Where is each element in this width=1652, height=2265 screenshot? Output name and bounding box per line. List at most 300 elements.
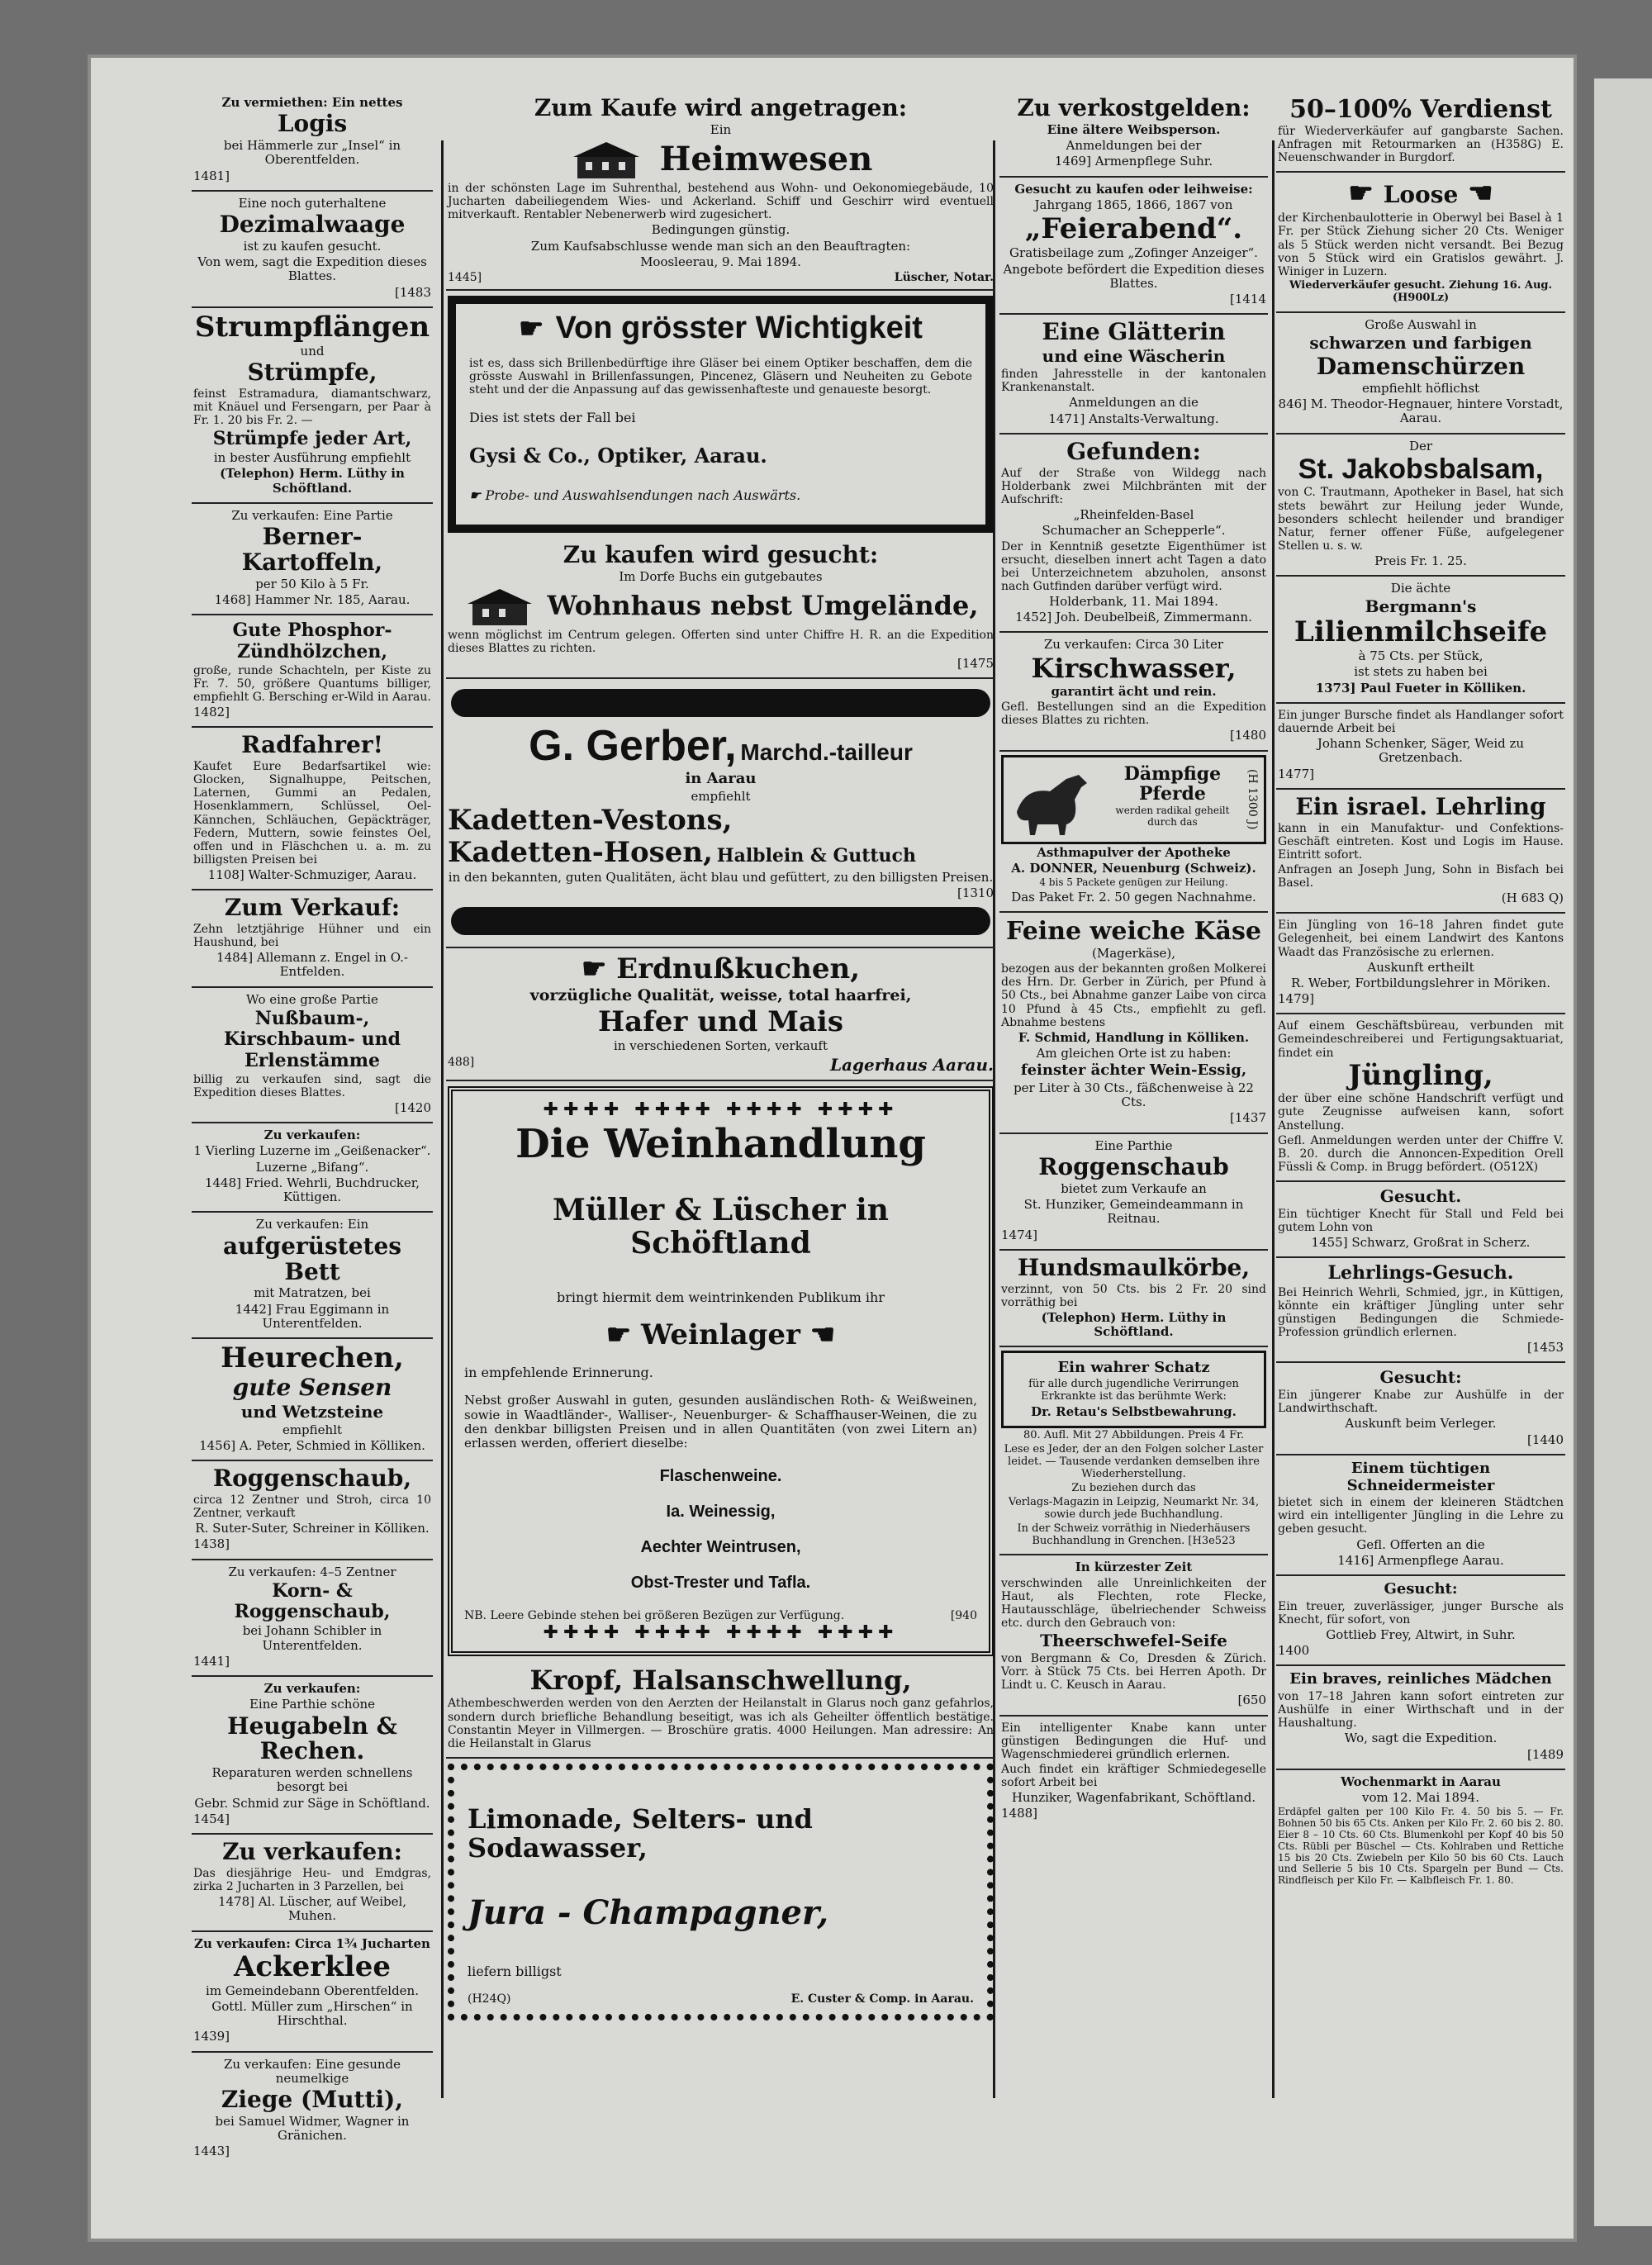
ad-line: à 75 Cts. per Stück,: [1358, 648, 1483, 664]
ad-item: Flaschenweine.: [659, 1467, 782, 1486]
ad-line: „Rheinfelden-Basel: [1073, 507, 1194, 522]
ad-line: 1468] Hammer Nr. 185, Aarau.: [214, 592, 411, 607]
ad-title: 50–100% Verdienst: [1289, 95, 1552, 124]
ad-korn: [192, 1560, 433, 1678]
ad-line: (Telephon) Herm. Lüthy in Schöftland.: [1041, 1309, 1227, 1339]
ad-line: Moosleerau, 9. Mai 1894.: [640, 254, 801, 269]
ad-ackerklee: [192, 1932, 433, 2053]
ad-line: Ein treuer, zuverlässiger, junger Bursche als Knecht, für sofort, von: [1278, 1599, 1564, 1626]
ad-line: Gottlieb Frey, Altwirt, in Suhr.: [1326, 1626, 1516, 1642]
pointing-hand-icon: ☛: [581, 952, 617, 986]
ad-line: Ein Jüngling von 16–18 Jahren findet gute Gelegenheit, bei einem Landwirt des Kantons Waadt das Französische zu erlernen.: [1278, 919, 1564, 959]
ad-bursche: [1276, 1576, 1565, 1666]
ad-line: Auskunft beim Verleger.: [1345, 1416, 1497, 1432]
ad-line: Zehn letztjährige Hühner und ein Haushund, bei: [193, 922, 431, 950]
ad-line: 1 Vierling Luzerne im „Geißenacker“.: [193, 1143, 431, 1159]
ad-title: G. Gerber,: [529, 722, 737, 771]
ad-line: bezogen aus der bekannten großen Molkerei des Hrn. Dr. Gerber in Zürich, per Pfund à 50 Cts., bei Abnahme ganzer Laibe von circa 10 Pfund à 45 Cts., empfiehlt zu gefl. Abnahme bestens: [1001, 962, 1266, 1029]
ad-line: Das Paket Fr. 2. 50 gegen Nachnahme.: [1011, 889, 1256, 905]
ad-line: 80. Aufl. Mit 27 Abbildungen. Preis 4 Fr.: [1023, 1429, 1245, 1442]
ad-title: St. Jakobsbalsam,: [1298, 453, 1544, 485]
ad-line: Strümpfe jeder Art,: [212, 427, 412, 449]
ad-line: circa 12 Zentner und Stroh, circa 10 Zentner, verkauft: [193, 1493, 431, 1520]
ad-line: Anfragen an Joseph Jung, Sohn in Bisfach bei Basel.: [1278, 862, 1564, 890]
ad-limonade: [448, 1764, 994, 2020]
ad-line: in bester Ausführung empfiehlt: [213, 450, 411, 466]
ad-line: Auskunft ertheilt: [1367, 959, 1474, 975]
ad-roggenschaub-reitnau: [999, 1134, 1268, 1251]
ad-line: Reparaturen werden schnellens besorgt bei: [211, 1765, 413, 1795]
ad-knabe: [1276, 1363, 1565, 1455]
ad-title: Lilienmilchseife: [1294, 615, 1548, 649]
ad-title: Erdnußkuchen,: [616, 952, 861, 986]
ad-line: verschwinden alle Unreinlichkeiten der Haut, als Flechten, rote Flecke, Hautausschläge, übelriechender Schweiss etc. durch den Gebrauch von:: [1001, 1576, 1266, 1631]
ornament-bar: [451, 907, 990, 935]
ad-head: Die ächte: [1390, 581, 1451, 596]
ad-heurechen: [192, 1339, 433, 1461]
ad-number: [1453: [1526, 1339, 1564, 1355]
ad-line: Auf der Straße von Wildegg nach Holderbank zwei Milchbränten mit der Aufschrift:: [1001, 466, 1266, 506]
pointing-hand-icon: ☛: [469, 487, 486, 503]
ad-sub: Ein: [710, 121, 732, 137]
ad-head: Zu verkaufen: Eine Partie: [231, 507, 393, 523]
ad-line: R. Weber, Fortbildungslehrer in Möriken.: [1291, 975, 1550, 990]
ad-ziege: [192, 2053, 433, 2166]
ad-line: Zum Kaufsabschlusse wende man sich an den Beauftragten:: [530, 238, 911, 254]
ad-line: 1469] Armenpflege Suhr.: [1054, 154, 1213, 169]
ad-hundsmaulkoerbe: [999, 1251, 1268, 1347]
ad-number: [1475: [957, 656, 994, 672]
ad-title: Marchd.-tailleur: [740, 739, 913, 766]
ad-number: 1445]: [448, 271, 482, 285]
ad-line: 1456] A. Peter, Schmied in Kölliken.: [199, 1437, 425, 1453]
ad-head: Auf einem Geschäftsbüreau, verbunden mit Gemeindeschreiberei und Fertigungsaktuariat, findet ein: [1278, 1019, 1564, 1060]
ad-sub: und Wetzsteine: [240, 1401, 384, 1422]
ad-line: Luzerne „Bifang“.: [255, 1159, 369, 1175]
ad-title: Damenschürzen: [1316, 352, 1526, 380]
ad-glaetterin: [999, 315, 1268, 434]
ad-text: Athembeschwerden werden von den Aerzten der Heilanstalt in Glarus noch ganz gefahrlos, sondern durch briefliche Behandlung beseitigt, was ich als Geheilter öffentlich bestätige. Constantin Meyer in Villmergen. — Broschüre gratis. 4000 Heilungen. Man adressire: An die Heilanstalt in Glarus: [448, 1697, 994, 1750]
ad-heu: [192, 1835, 433, 1931]
ad-sub: Im Dorfe Buchs ein gutgebautes: [619, 568, 823, 584]
ad-title: Strumpflängen: [194, 310, 430, 344]
ad-title: Nußbaum-, Kirschbaum- und Erlenstämme: [224, 1007, 401, 1071]
column-rule: [1272, 140, 1275, 2098]
ad-title: Loose: [1383, 181, 1459, 209]
ad-gefunden: [999, 434, 1268, 633]
ad-title: gute Sensen: [232, 1373, 392, 1401]
ad-head: Eine Parthie: [1094, 1137, 1173, 1153]
heimwesen-title-row: [448, 139, 994, 180]
ad-theerschwefel: [999, 1555, 1268, 1716]
ad-heugabeln: [192, 1677, 433, 1835]
ad-line: Gefl. Anmeldungen werden unter der Chiffre V. B. 20. durch die Annoncen-Expedition Orell Füssli & Comp. in Brugg befördert. (O512X): [1278, 1133, 1564, 1174]
ad-line: St. Hunziker, Gemeindeammann in Reitnau.: [1023, 1197, 1244, 1227]
ad-title: Dezimalwaage: [219, 211, 406, 239]
ad-line: bei Samuel Widmer, Wagner in Gränichen.: [215, 2113, 410, 2144]
ad-weinhandlung: [448, 1086, 994, 1657]
ad-title: feinster ächter Wein-Essig,: [1020, 1061, 1247, 1080]
ad-line: Lese es Jeder, der an den Folgen solcher Laster leidet. — Tausende verdanken demselben ihre Wiederherstellung.: [1004, 1442, 1264, 1480]
pferde-box: [1001, 755, 1266, 844]
ad-text: wenn möglichst im Centrum gelegen. Offerten sind unter Chiffre H. R. an die Expedition dieses Blattes zu richten.: [448, 628, 994, 655]
ad-line: bei Hämmerle zur „Insel“ in Oberentfelden.: [223, 138, 401, 168]
house-icon: [569, 139, 643, 180]
ad-item: Aechter Weintrusen,: [640, 1538, 801, 1557]
ad-line: 4 bis 5 Packete genügen zur Heilung.: [1039, 876, 1228, 888]
ad-verdienst: [1276, 91, 1565, 173]
ad-title: Jüngling,: [1348, 1058, 1493, 1092]
ad-line: vorzügliche Qualität, weisse, total haarfrei,: [529, 986, 912, 1005]
ad-title: Ziege (Mutti),: [221, 2086, 404, 2114]
ad-line: in Aarau: [685, 769, 757, 787]
ad-kaese: [999, 913, 1268, 1134]
ad-line: große, runde Schachteln, per Kiste zu Fr. 7. 50, größere Quantums billiger, empfiehlt G. Bersching er-Wild in Aarau.: [193, 663, 431, 705]
ad-line: 1108] Walter-Schmuziger, Aarau.: [207, 867, 417, 882]
ad-line: Am gleichen Orte ist zu haben:: [1036, 1046, 1232, 1061]
ad-title: Heugabeln & Rechen.: [227, 1712, 397, 1765]
ad-line: Gefl. Bestellungen sind an die Expedition dieses Blattes zu richten.: [1001, 700, 1266, 728]
ad-item: Obst-Trester und Tafla.: [630, 1574, 811, 1593]
ad-zuendhoelzchen: [192, 615, 433, 728]
pointing-hand-icon: ☛: [1348, 177, 1384, 211]
ad-title: Die Weinhandlung: [515, 1120, 926, 1167]
ad-lilienmilchseife: [1276, 577, 1565, 704]
ad-kirschwasser: [999, 633, 1268, 751]
ad-number: [1483: [394, 284, 431, 300]
ad-line: Jahrgang 1865, 1866, 1867 von: [1034, 197, 1233, 212]
ad-code: (H 1300 J): [1246, 768, 1259, 830]
ad-bett: [192, 1213, 433, 1339]
ad-head: Zu verkaufen: Circa 30 Liter: [1043, 637, 1224, 653]
ad-title: Limonade, Selters- und Sodawasser,: [468, 1802, 813, 1864]
ornament-bar: [451, 689, 990, 717]
ad-sub: empfiehlt: [691, 788, 751, 804]
pointing-hand-icon: ☚: [800, 1318, 836, 1352]
ad-title: Müller & Lüscher in Schöftland: [553, 1193, 889, 1261]
ad-number: [1437: [1229, 1110, 1266, 1126]
ad-title: Einem tüchtigen Schneidermeister: [1346, 1459, 1495, 1494]
ad-line: ist stets zu haben bei: [1354, 664, 1488, 680]
gysi-title-row: [469, 312, 972, 345]
ad-number: [1310: [957, 885, 994, 900]
ad-head: Zu verkaufen: Eine gesunde neumelkige: [223, 2056, 401, 2086]
ad-line: für alle durch jugendliche Verirrungen Erkrankte ist das berühmte Werk:: [1028, 1377, 1239, 1403]
ad-line: verzinnt, von 50 Cts. bis 2 Fr. 20 sind vorräthig bei: [1001, 1282, 1266, 1309]
ad-dezimalwaage: [192, 192, 433, 308]
ad-gysi-optiker: [448, 296, 994, 533]
ad-kartoffeln: [192, 504, 433, 615]
ad-number: [1420: [394, 1099, 431, 1115]
ad-line: bei Johann Schibler in Unterentfelden.: [242, 1623, 382, 1653]
ad-zum-verkauf: [192, 890, 433, 987]
ad-line: bietet zum Verkaufe an: [1061, 1180, 1207, 1196]
ad-title: Theerschwefel-Seife: [1040, 1631, 1227, 1651]
ad-title: Berner-Kartoffeln,: [241, 523, 383, 576]
ad-line: 1448] Fried. Wehrli, Buchdrucker, Küttigen.: [204, 1175, 420, 1205]
pointing-hand-icon: ☚: [1458, 177, 1493, 211]
ad-line: Zu beziehen durch das: [1071, 1481, 1196, 1494]
ad-number: 1439]: [193, 2029, 230, 2044]
ad-line: Gratisbeilage zum „Zofinger Anzeiger“.: [1009, 245, 1258, 261]
ad-number: [1440: [1526, 1432, 1564, 1447]
ad-title: Ein wahrer Schatz: [1057, 1359, 1210, 1377]
ad-product: Kadetten-Vestons,: [448, 803, 733, 837]
ad-line: empfiehlt: [282, 1422, 343, 1437]
ad-line: Eine Parthie schöne: [249, 1697, 376, 1712]
column-rule: [441, 140, 444, 2098]
ad-title: Ein braves, reinliches Mädchen: [1289, 1670, 1552, 1688]
ad-loose: [1276, 173, 1565, 312]
ad-line: Asthmapulver der Apotheke: [1037, 844, 1231, 860]
ad-line: für Wiederverkäufer auf gangbarste Sachen. Anfragen mit Retourmarken an (H358G) E. Neuenschwander in Burgdorf.: [1278, 125, 1564, 165]
ad-title: Gefunden:: [1066, 437, 1201, 465]
ad-kropf: [446, 1661, 995, 1759]
ad-line: A. DONNER, Neuenburg (Schweiz).: [1011, 860, 1256, 876]
horse-icon: [1009, 762, 1099, 837]
ad-head: Zu verkaufen:: [263, 1681, 361, 1697]
ad-luzerne: [192, 1123, 433, 1213]
ad-title: Hundsmaulkörbe,: [1017, 1253, 1251, 1281]
ad-wohnhaus: [446, 538, 995, 679]
ornament-stars: ✚✚✚✚ ✚✚✚✚ ✚✚✚✚ ✚✚✚✚: [543, 1099, 899, 1120]
ad-juengling-bureau: [1276, 1014, 1565, 1182]
ad-line: werden radikal geheilt durch das: [1115, 804, 1230, 828]
ad-verkostgelden: [999, 91, 1268, 178]
ad-feierabend: [999, 178, 1268, 316]
ad-line: 1478] Al. Lüscher, auf Weibel, Muhen.: [217, 1894, 407, 1924]
ad-number: 1479]: [1278, 991, 1315, 1007]
column-1: [192, 91, 433, 2159]
ad-title: Wochenmarkt in Aarau: [1341, 1774, 1501, 1789]
ad-logis: [192, 91, 433, 192]
house-icon: [463, 586, 537, 627]
ad-number: 1441]: [193, 1653, 230, 1669]
ad-nussbaum: [192, 988, 433, 1124]
schatz-box: [1001, 1351, 1266, 1428]
ad-line: Dr. Retau's Selbstbewahrung.: [1031, 1403, 1237, 1419]
ad-gerber: [446, 679, 995, 948]
ad-struempfe: [192, 308, 433, 504]
ad-line: per 50 Kilo à 5 Fr.: [255, 576, 369, 591]
ad-sub: und: [300, 343, 325, 359]
ad-title: Lehrlings-Gesuch.: [1327, 1262, 1514, 1284]
ad-title: schwarzen und farbigen: [1309, 332, 1532, 353]
ad-title: Heurechen,: [221, 1341, 404, 1375]
ad-line: 1452] Joh. Deubelbeiß, Zimmermann.: [1015, 610, 1252, 625]
ad-number: [940: [950, 1609, 977, 1623]
ad-sub: (Magerkäse),: [1091, 946, 1176, 962]
ad-line: Angebote befördert die Expedition dieses Blattes.: [1003, 261, 1265, 291]
ad-title: Zu verkaufen:: [222, 1838, 402, 1866]
ad-title: Ackerklee: [234, 1949, 391, 1983]
ad-head: Zu verkaufen: Ein: [255, 1217, 369, 1232]
ad-lehrling: [1276, 790, 1565, 914]
ad-text: in der schönsten Lage im Suhrenthal, bestehend aus Wohn- und Oekonomiegebäude, 10 Jucharten dabeiliegendem Wies- und Ackerland. Schiff und Geschirr wird eventuell mitverkauft. Rentabler Nebenerwerb wird zugesichert.: [448, 182, 994, 222]
ad-line: von C. Trautmann, Apotheker in Basel, hat sich stets bewährt zur Heilung jeder Wunde, besonders schlecht heilender und brandiger Natur, ferner offener Füße, aufgelegener Stellen u. s. w.: [1278, 486, 1564, 553]
ad-line: Erdäpfel galten per 100 Kilo Fr. 4. 50 bis 5. — Fr. Bohnen 50 bis 65 Cts. Anken per Kilo Fr. 2. 60 bis 2. 80. Eier 8 – 10 Cts. 60 Cts. Blumenkohl per Kopf 40 bis 50 Cts. Rübli per Büschel — Cts. Kohlraben und Rettiche 15 bis 20 Cts. Zwiebeln per Kilo 50 bis 60 Cts. Lauch und Sellerie 5 bis 10 Cts. Spargeln per Bund — Cts. Rindfleisch per Kilo Fr. — Kalbfleisch Fr. 1. 80.: [1278, 1806, 1564, 1887]
ad-line: Der in Kenntniß gesetzte Eigenthümer ist ersucht, dieselben innert acht Tagen a dato bei Unterzeichnetem abzuholen, ansonst nach Gutfinden darüber verfügt wird.: [1001, 539, 1266, 593]
ad-line: 1484] Allemann z. Engel in O.-Entfelden.: [216, 950, 408, 980]
ad-line: von 17–18 Jahren kann sofort eintreten zur Aushülfe in einer Wirthschaft und in der Haushaltung.: [1278, 1690, 1564, 1731]
ad-line: liefern billigst: [468, 1963, 562, 1980]
ad-title: Gesucht:: [1379, 1367, 1462, 1388]
ad-head: Zu verkostgelden:: [1017, 94, 1251, 121]
ad-head: Eine noch guterhaltene: [238, 195, 387, 211]
ad-head: Zu verkaufen: Circa 1¾ Jucharten: [194, 1935, 430, 1951]
ad-jakobsbalsam: [1276, 434, 1565, 577]
ad-line: in empfehlende Erinnerung.: [464, 1365, 653, 1381]
ad-line: Wiederverkäufer gesucht. Ziehung 16. Aug. (H900Lz): [1289, 278, 1553, 304]
column-3: [999, 91, 1268, 2106]
ad-head: Zu kaufen wird gesucht:: [563, 540, 879, 568]
ad-line: in verschiedenen Sorten, verkauft: [614, 1038, 828, 1054]
ad-line: billig zu verkaufen sind, sagt die Expedition dieses Blattes.: [193, 1072, 431, 1099]
ad-line: bringt hiermit dem weintrinkenden Publikum ihr: [557, 1289, 885, 1306]
ad-title: Logis: [277, 110, 348, 138]
column-4: [1276, 91, 1565, 2106]
ad-line: per Liter à 30 Cts., fäßchenweise à 22 Cts.: [1014, 1080, 1254, 1110]
ad-number: 1477]: [1278, 766, 1315, 781]
ad-text: ist es, dass sich Brillenbedürftige ihre Gläser bei einem Optiker beschaffen, dem die grösste Auswahl in Brillenfassungen, Pincenez, Gläsern und Neuheiten zu Gebote steht und der die Anpassung auf das gewissenhafteste und genaueste besorgt.: [469, 357, 972, 397]
ad-title: Eine Glätterin: [1042, 318, 1226, 346]
ad-title: Von grösster Wichtigkeit: [555, 311, 923, 346]
ad-line: feinst Estramadura, diamantschwarz, mit Knäuel und Fersengarn, per Paar à Fr. 1. 20 bis Fr. 2. —: [193, 387, 431, 427]
ad-schneidermeister: [1276, 1455, 1565, 1576]
ad-line: von Bergmann & Co, Dresden & Zürich. Vorr. à Stück 75 Cts. bei Herren Apoth. Dr Lindt u. C. Keusch in Aarau.: [1001, 1652, 1266, 1693]
ad-title: aufgerüstetes Bett: [222, 1232, 402, 1285]
ad-line: Anmeldungen an die: [1069, 395, 1199, 411]
ad-title: Roggenschaub,: [212, 1465, 412, 1493]
ad-line: Wo, sagt die Expedition.: [1344, 1731, 1498, 1746]
ad-line: Schumacher an Schepperle“.: [1042, 523, 1226, 539]
ad-title: Radfahrer!: [241, 731, 383, 759]
ad-title: Gesucht:: [1384, 1580, 1458, 1598]
ad-title: und eine Wäscherin: [1042, 346, 1226, 367]
pointing-hand-icon: ☛: [519, 312, 544, 346]
ad-roggenschaub: [192, 1461, 433, 1560]
ad-line: Gebr. Schmid zur Säge in Schöftland.: [194, 1795, 430, 1811]
ad-title: Feine weiche Käse: [1006, 917, 1261, 947]
ad-title: Dämpfige Pferde: [1123, 762, 1222, 805]
ad-head: In kürzester Zeit: [1075, 1560, 1193, 1575]
ad-head: Gesucht zu kaufen oder leihweise:: [1014, 181, 1253, 197]
ad-line: Ein intelligenter Knabe kann unter günstigen Bedingungen die Huf- und Wagenschmiederei gründlich erlernen.: [1001, 1721, 1266, 1761]
ad-line: Ein junger Bursche findet als Handlanger sofort dauernde Arbeit bei: [1278, 708, 1564, 735]
ad-schmiede: [999, 1717, 1268, 1828]
ad-line: F. Schmid, Handlung in Kölliken.: [1018, 1029, 1250, 1045]
ad-number: 1474]: [1001, 1227, 1038, 1242]
ad-number: 1482]: [193, 705, 230, 720]
ad-footer: [464, 1609, 977, 1622]
ad-title: Roggenschaub: [1038, 1152, 1229, 1180]
ad-line: der Kirchenbaulotterie in Oberwyl bei Basel à 1 Fr. per Stück Ziehung sicher 20 Cts. Weniger als 5 Stück werden nicht versandt. Bei Bezug von 5 Stück wird ein Gratislos gewährt. J. Winiger in Luzern.: [1278, 211, 1564, 278]
wohnhaus-title-row: [448, 586, 994, 627]
ad-title: Hafer und Mais: [598, 1005, 843, 1039]
ad-line: der über eine schöne Handschrift verfügt und gute Zeugnisse aufweisen kann, sofort Anstellung.: [1278, 1092, 1564, 1132]
ad-lehrlings-gesuch: [1276, 1258, 1565, 1363]
ad-title: Gute Phosphor-Zündhölzchen,: [232, 620, 392, 662]
ad-line: kann in ein Manufaktur- und Confektions-Geschäft eintreten. Kost und Logis im Hause. Eintritt sofort.: [1278, 821, 1564, 862]
ad-footer: [448, 1056, 994, 1075]
ad-juengling-waadt: [1276, 914, 1565, 1014]
gysi-footer: [469, 487, 972, 503]
ad-line: 1373] Paul Fueter in Kölliken.: [1315, 680, 1526, 696]
ad-line: Gottl. Müller zum „Hirschen“ in Hirschthal.: [211, 1998, 413, 2029]
ad-erdnusskuchen: [446, 948, 995, 1081]
column-2: [446, 91, 995, 2106]
ad-line: R. Suter-Suter, Schreiner in Kölliken.: [195, 1521, 430, 1536]
ad-line: Bedingungen günstig.: [651, 222, 790, 238]
ad-number: 1438]: [193, 1536, 230, 1552]
ad-line: empfiehlt höflichst: [1361, 380, 1480, 396]
ornament-stars: ✚✚✚✚ ✚✚✚✚ ✚✚✚✚ ✚✚✚✚: [543, 1622, 899, 1644]
ad-code: (H24Q): [468, 1992, 511, 2006]
ad-head: Der: [1408, 438, 1433, 453]
ad-title: Gesucht.: [1379, 1185, 1462, 1206]
ad-line: Probe- und Auswahlsendungen nach Auswärts.: [485, 487, 801, 503]
ad-title: Ein israel. Lehrling: [1295, 792, 1546, 820]
ad-number: [1489: [1526, 1746, 1564, 1762]
ad-line: 1455] Schwarz, Großrat in Scherz.: [1311, 1235, 1531, 1251]
ad-handlanger: [1276, 704, 1565, 790]
ad-wochenmarkt: [1276, 1770, 1565, 1893]
ad-title: Korn- & Roggenschaub,: [234, 1579, 391, 1623]
ad-footer: [448, 271, 994, 284]
ad-title: Kropf, Halsanschwellung,: [529, 1664, 912, 1697]
ad-line: Preis Fr. 1. 25.: [1374, 553, 1467, 568]
ad-head: Große Auswahl in: [1365, 316, 1477, 332]
ad-line: (Telephon) Herm. Lüthy in Schöftland.: [220, 466, 405, 496]
ad-footer: [468, 1992, 974, 2006]
ad-number: [650: [1237, 1693, 1266, 1708]
ad-line: Von wem, sagt die Expedition dieses Blattes.: [197, 254, 427, 284]
ad-line: In der Schweiz vorräthig in Niederhäusers Buchhandlung in Grenchen. [H3e523: [1017, 1522, 1251, 1547]
ad-damenschuerzen: [1276, 313, 1565, 434]
ad-title: Bergmann's: [1365, 596, 1477, 617]
ad-title: „Feierabend“.: [1024, 212, 1243, 246]
ad-item: Ia. Weinessig,: [666, 1503, 776, 1522]
ad-line: Ein tüchtiger Knecht für Stall und Feld bei gutem Lohn von: [1278, 1207, 1564, 1234]
ad-line: bietet sich in einem der kleineren Städtchen wird ein intelligenter Jüngling in die Lehre zu geben gesucht.: [1278, 1496, 1564, 1536]
ad-line: 1471] Anstalts-Verwaltung.: [1048, 411, 1219, 426]
ad-number: (H 683 Q): [1501, 890, 1564, 906]
ad-line: mit Matratzen, bei: [254, 1285, 371, 1301]
ad-line: Verlags-Magazin in Leipzig, Neumarkt Nr. 34, sowie durch jede Buchhandlung.: [1008, 1495, 1260, 1521]
ad-title: Strümpfe,: [247, 358, 377, 386]
ad-number: 1400: [1278, 1643, 1310, 1659]
ad-line: Kaufet Eure Bedarfsartikel wie: Glocken, Signalhuppe, Peitschen, Laternen, Gummi an Pedalen, Hosenklammern, Schlüssel, Oel-Kännchen, Schläuchen, Gepäckträger, Federn, Muttern, sowie feinstes Oel, offen und in Fläschchen u. a. m. zu billigsten Preisen bei: [193, 760, 431, 867]
ad-knecht: [1276, 1182, 1565, 1258]
ad-line: ist zu kaufen gesucht.: [243, 238, 382, 254]
ad-wahrer-schatz: [999, 1347, 1268, 1555]
ad-heimwesen: [446, 91, 995, 291]
ad-pferde: [999, 752, 1268, 914]
ad-number: 1481]: [193, 168, 230, 183]
ad-product: Halblein & Guttuch: [716, 845, 916, 867]
ad-sub: vom 12. Mai 1894.: [1362, 1790, 1479, 1806]
ad-line: NB. Leere Gebinde stehen bei größeren Bezügen zur Verfügung.: [464, 1609, 845, 1623]
ad-line: Bei Heinrich Wehrli, Schmied, jgr., in Küttigen, könnte ein kräftiger Jüngling unter sehr günstigen Bedingungen die Schmiede-Profession gründlich erlernen.: [1278, 1285, 1564, 1339]
ad-text: Nebst großer Auswahl in guten, gesunden ausländischen Roth- & Weißweinen, sowie in Waadtländer-, Walliser-, Neuenburger- & Schaffhauser-Weinen, die zu den denkbar billigsten Preisen und in allen Quantitäten (von zwei Litern an) erlassen werden, offeriert dieselbe:: [464, 1393, 977, 1451]
ad-firm: Gysi & Co., Optiker, Aarau.: [469, 444, 767, 468]
ad-line: Dies ist stets der Fall bei: [469, 410, 636, 426]
ad-line: Hunziker, Wagenfabrikant, Schöftland.: [1011, 1790, 1256, 1806]
ad-number: [1480: [1229, 728, 1266, 743]
ad-head: Zu verkaufen: 4–5 Zentner: [228, 1564, 396, 1579]
ad-number: 488]: [448, 1055, 475, 1069]
ad-line: Ein jüngerer Knabe zur Aushülfe in der Landwirthschaft.: [1278, 1389, 1564, 1416]
